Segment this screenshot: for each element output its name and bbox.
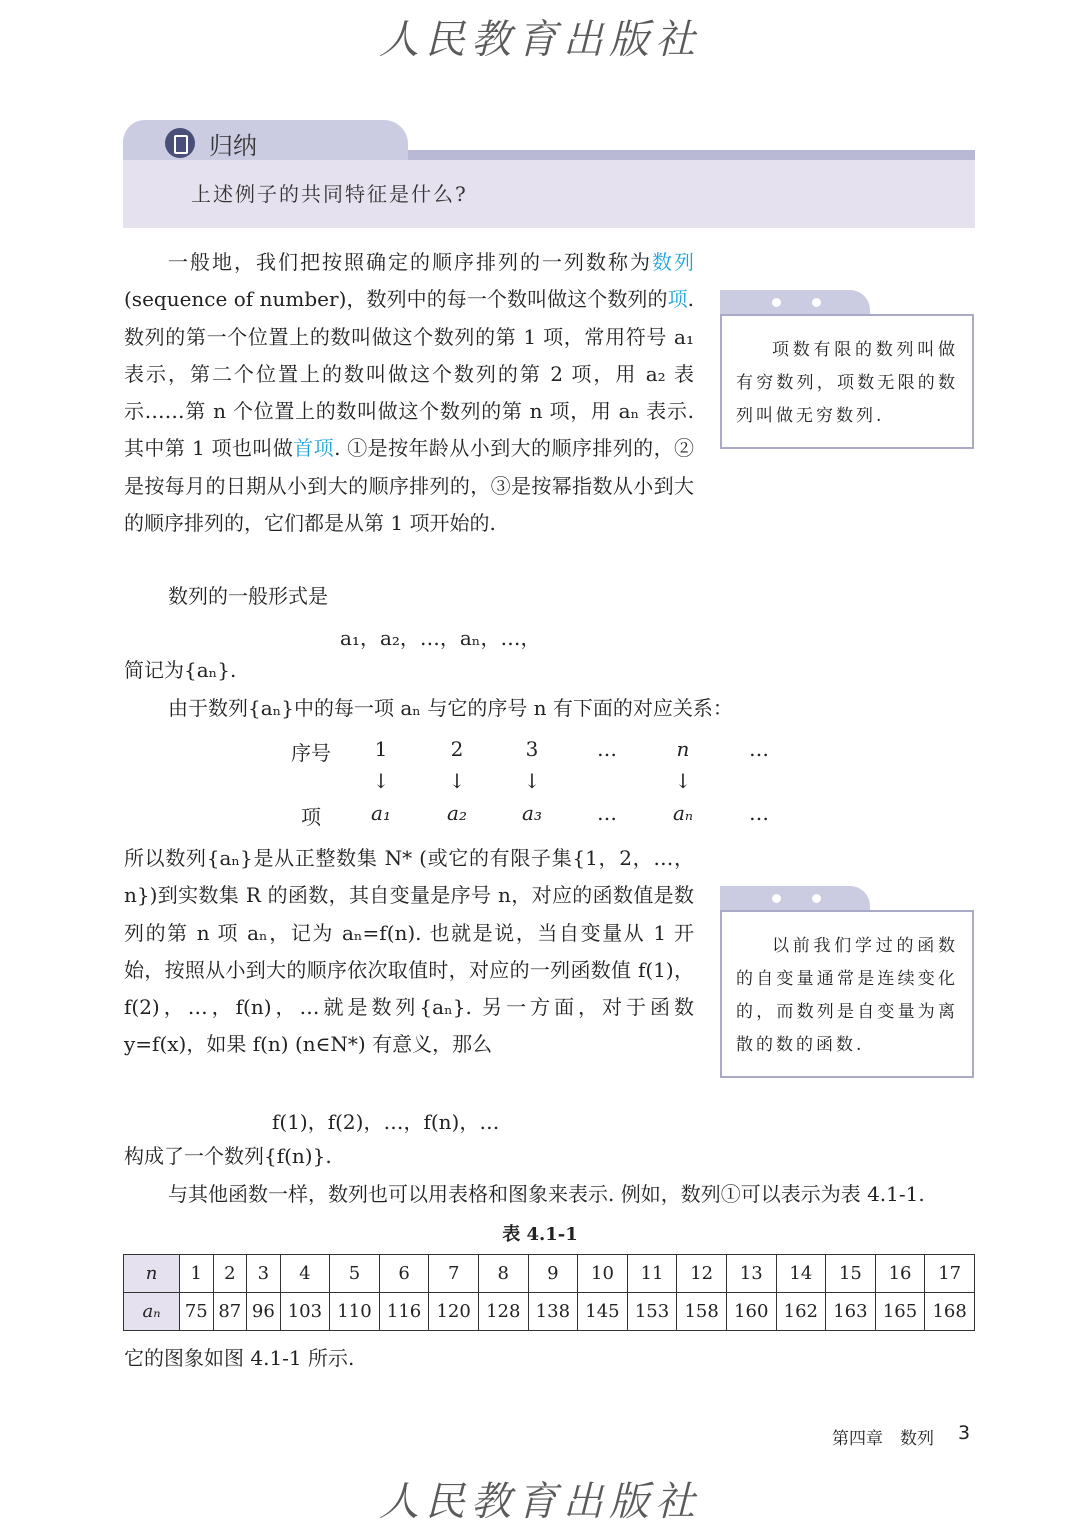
graph-reference: 它的图象如图 4.1-1 所示. [124, 1346, 355, 1370]
induction-title: 归纳 [209, 132, 257, 160]
dot-icon [812, 894, 821, 903]
term-sequence: 数列 [652, 250, 694, 274]
chapter-label: 第四章 数列 [832, 1429, 934, 1449]
term-value: a₃ [522, 801, 542, 825]
function-values-formula: f(1)，f(2)，…，f(n)，… [272, 1110, 500, 1134]
text-segment: 一般地，我们把按照确定的顺序排列的一列数称为 [168, 250, 652, 274]
table-cell: 168 [925, 1293, 975, 1331]
note-text: 以前我们学过的函数的自变量通常是连续变化的，而数列是自变量为离散的数的函数. [736, 936, 958, 1055]
table-cell: 6 [379, 1255, 429, 1293]
dot-icon [772, 894, 781, 903]
table-cell: 7 [429, 1255, 479, 1293]
table-cell: 15 [826, 1255, 876, 1293]
term-item: 项 [667, 287, 688, 312]
correspondence-intro: 由于数列{aₙ}中的每一项 aₙ 与它的序号 n 有下面的对应关系： [168, 696, 733, 720]
notation-text: 简记为{aₙ}. [124, 658, 237, 682]
index-value: n [676, 737, 690, 761]
table-row [124, 1293, 975, 1331]
table-cell: 160 [726, 1293, 776, 1331]
induction-question: 上述例子的共同特征是什么? [191, 182, 468, 206]
general-form-formula: a₁，a₂，…，aₙ，…， [340, 626, 541, 650]
text-segment: (sequence of number)，数列中的每一个数叫做这个数列的 [124, 287, 668, 312]
definition-paragraph [124, 244, 694, 542]
dot-icon [812, 298, 821, 307]
table-cell: 145 [578, 1293, 628, 1331]
book-icon [165, 128, 195, 158]
table-cell: 1 [180, 1255, 214, 1293]
induction-box [123, 120, 975, 228]
table-cell: 16 [875, 1255, 925, 1293]
table-cell: 13 [726, 1255, 776, 1293]
table-cell: 5 [330, 1255, 380, 1293]
table-header-cell: aₙ [124, 1293, 180, 1331]
table-cell: 4 [280, 1255, 330, 1293]
index-value: … [597, 737, 617, 761]
table-header-cell: n [124, 1255, 180, 1293]
table-cell: 120 [429, 1293, 479, 1331]
table-cell: 11 [627, 1255, 677, 1293]
table-cell: 158 [677, 1293, 727, 1331]
text-segment: . 数列的第一个位置上的数叫做这个数列的第 1 项，常用符号 a₁ 表示，第二个位置上的数叫做这个数列的第 2 项，用 a₂ 表示……第 n 个位置上的数叫做这个数列的第 n 项，用 aₙ 表示. 其中第 1 项也叫做 [124, 287, 694, 461]
text-segment: . ①是按年龄从小到大的顺序排列的，②是按每月的日期从小到大的顺序排列的，③是按幂指数从小到大的顺序排列的，它们都是从第 1 项开始的. [124, 436, 695, 536]
table-cell: 10 [578, 1255, 628, 1293]
function-paragraph: 所以数列{aₙ}是从正整数集 N* (或它的有限子集{1，2，…，n})到实数集 R 的函数，其自变量是序号 n，对应的函数值是数列的第 n 项 aₙ，记为 aₙ=f(n). 也就是说，当自变量从 1 开始，按照从小到大的顺序依次取值时，对应的一列函数值 f(1)，f(2)，…，f(n)，…就是数列{aₙ}. 另一方面，对于函数 y=f(x)，如果 f(n) (n∈N*) 有意义，那么 [124, 846, 694, 1057]
term-label: 项 [301, 805, 321, 829]
table-cell: 153 [627, 1293, 677, 1331]
note-tab [720, 886, 870, 912]
sequence-conclusion: 构成了一个数列{f(n)}. [124, 1144, 332, 1168]
table-cell: 12 [677, 1255, 727, 1293]
note-tab [720, 290, 870, 316]
table-cell: 14 [776, 1255, 826, 1293]
table-cell: 103 [280, 1293, 330, 1331]
index-label: 序号 [291, 741, 331, 765]
table-cell: 75 [180, 1293, 214, 1331]
term-value: a₂ [447, 801, 467, 825]
table-cell: 8 [478, 1255, 528, 1293]
term-value: … [597, 801, 617, 825]
table-cell: 87 [213, 1293, 247, 1331]
table-cell: 110 [330, 1293, 380, 1331]
table-cell: 163 [826, 1293, 876, 1331]
table-row [124, 1255, 975, 1293]
note-box [720, 314, 974, 449]
term-value: a₁ [371, 801, 391, 825]
publisher-watermark-bottom: 人民教育出版社 [379, 1479, 701, 1525]
term-value: aₙ [672, 801, 694, 825]
general-form-intro: 数列的一般形式是 [168, 584, 328, 608]
index-value: 2 [450, 737, 464, 761]
down-arrow-icon: ↓ [448, 769, 466, 793]
page-number: 3 [958, 1422, 971, 1444]
sequence-table [123, 1254, 975, 1331]
table-cell: 17 [925, 1255, 975, 1293]
note-box [720, 910, 974, 1078]
index-value: … [749, 737, 769, 761]
table-cell: 165 [875, 1293, 925, 1331]
table-cell: 2 [213, 1255, 247, 1293]
table-intro: 与其他函数一样，数列也可以用表格和图象来表示. 例如，数列①可以表示为表 4.1-1. [168, 1182, 925, 1206]
table-cell: 3 [247, 1255, 281, 1293]
table-cell: 9 [528, 1255, 578, 1293]
term-first-item: 首项 [293, 436, 335, 461]
table-cell: 162 [776, 1293, 826, 1331]
dot-icon [772, 298, 781, 307]
table-title: 表 4.1-1 [502, 1224, 578, 1245]
table-cell: 96 [247, 1293, 281, 1331]
index-value: 1 [374, 737, 388, 761]
note-text: 项数有限的数列叫做有穷数列，项数无限的数列叫做无穷数列. [736, 340, 958, 426]
term-value: … [749, 801, 769, 825]
down-arrow-icon: ↓ [523, 769, 541, 793]
table-cell: 128 [478, 1293, 528, 1331]
publisher-watermark-top: 人民教育出版社 [379, 17, 701, 63]
down-arrow-icon: ↓ [372, 769, 390, 793]
table-cell: 138 [528, 1293, 578, 1331]
down-arrow-icon: ↓ [674, 769, 692, 793]
table-cell: 116 [379, 1293, 429, 1331]
index-value: 3 [525, 737, 539, 761]
